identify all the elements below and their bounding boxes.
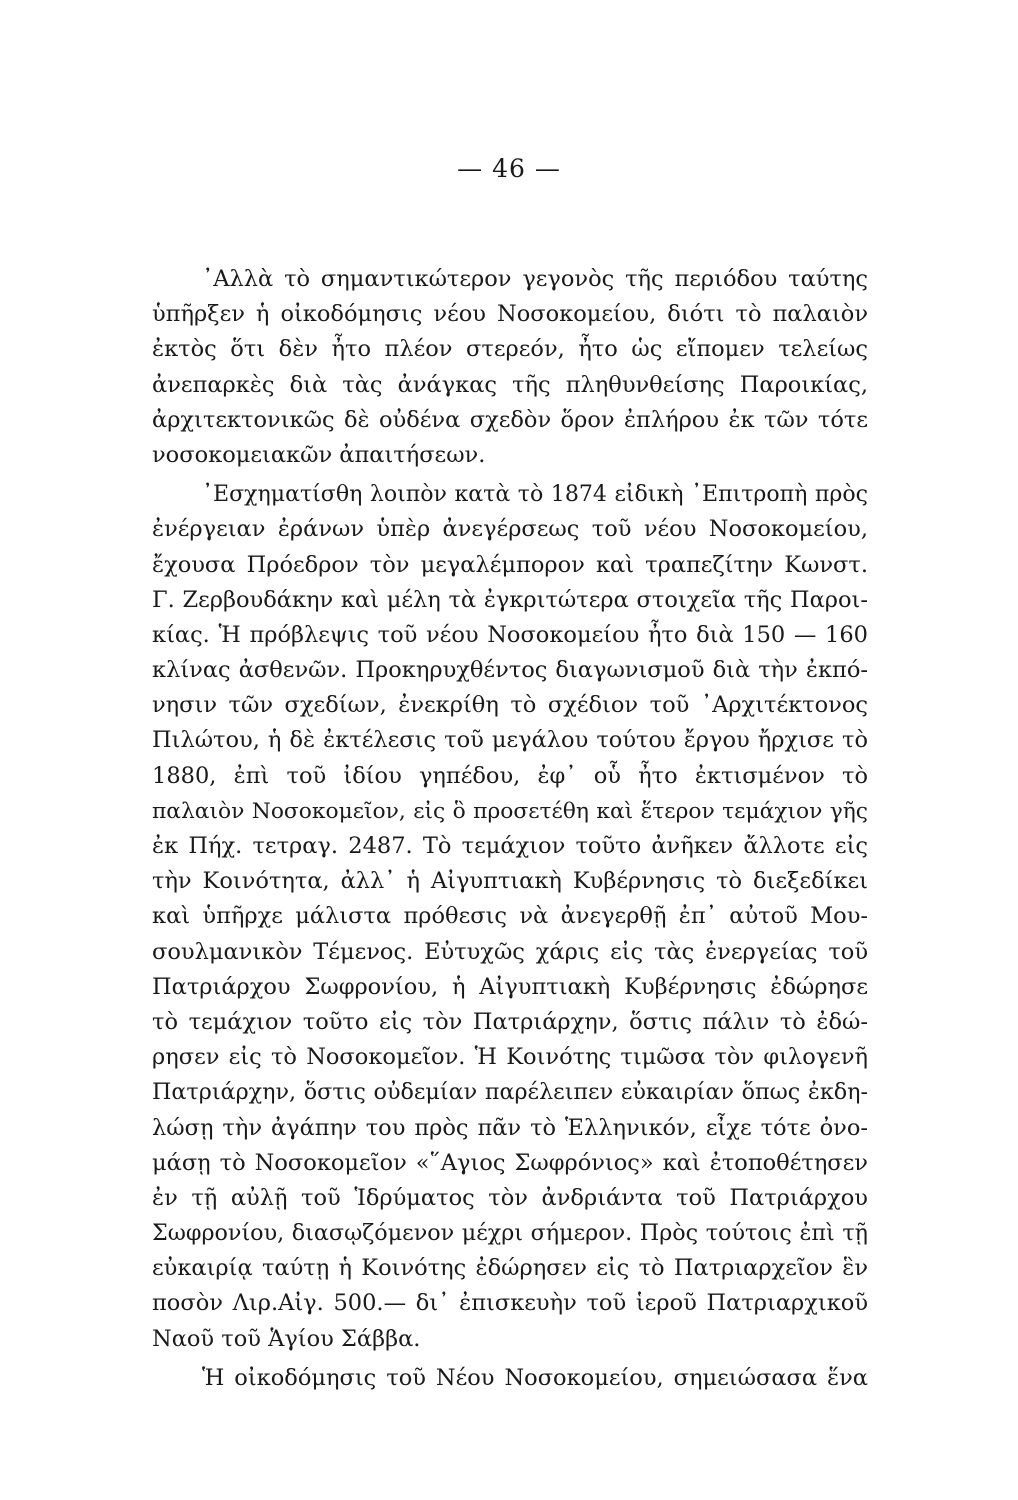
text-line: Ἡ οἰκοδόμησις τοῦ Νέου Νοσοκομείου, σημειώσασα ἕνα (202, 1364, 868, 1391)
text-line: εὐκαιρίᾳ ταύτῃ ἡ Κοινότης ἐδώρησεν εἰς τὸ Πατριαρχεῖον ἓν (152, 1255, 868, 1282)
text-line: καὶ ὑπῆρχε μάλιστα πρόθεσις νὰ ἀνεγερθῇ ἐπ᾿ αὐτοῦ Μου- (152, 903, 868, 930)
text-line: τὴν Κοινότητα, ἀλλ᾿ ἡ Αἰγυπτιακὴ Κυβέρνησις τὸ διεξεδίκει (152, 868, 868, 895)
paragraph-1 (152, 262, 868, 473)
text-line: νοσοκομειακῶν ἀπαιτήσεων. (152, 441, 486, 468)
text-line: Πιλώτου, ἡ δὲ ἐκτέλεσις τοῦ μεγάλου τούτου ἔργου ἤρχισε τὸ (152, 727, 868, 754)
text-line: Πατριάρχου Σωφρονίου, ἡ Αἰγυπτιακὴ Κυβέρνησις ἐδώρησε (152, 973, 868, 1000)
text-line: ὑπῆρξεν ἡ οἰκοδόμησις νέου Νοσοκομείου, διότι τὸ παλαιὸν (152, 301, 868, 328)
text-line: μάσῃ τὸ Νοσοκομεῖον «῞Αγιος Σωφρόνιος» καὶ ἐτοποθέτησεν (152, 1149, 868, 1176)
text-line: ποσὸν Λιρ.Αἰγ. 500.— δι᾿ ἐπισκευὴν τοῦ ἱεροῦ Πατριαρχικοῦ (152, 1290, 868, 1317)
text-line: 1880, ἐπὶ τοῦ ἰδίου γηπέδου, ἐφ᾿ οὗ ἦτο ἐκτισμένον τὸ (152, 762, 868, 789)
text-line: ᾿Εσχηματίσθη λοιπὸν κατὰ τὸ 1874 εἰδικὴ ᾿Επιτροπὴ πρὸς (202, 482, 868, 508)
text-line: Πατριάρχην, ὅστις οὐδεμίαν παρέλειπεν εὐκαιρίαν ὅπως ἐκδη- (152, 1079, 868, 1106)
paragraph-3 (152, 1361, 868, 1396)
text-line: νησιν τῶν σχεδίων, ἐνεκρίθη τὸ σχέδιον τοῦ ᾿Αρχιτέκτονος (152, 692, 868, 719)
text-line: Ναοῦ τοῦ Ἁγίου Σάββα. (152, 1325, 421, 1352)
paragraph-2 (152, 477, 868, 1357)
text-line: κλίνας ἀσθενῶν. Προκηρυχθέντος διαγωνισμοῦ διὰ τὴν ἐκπό- (152, 657, 868, 684)
text-line: ἔχουσα Πρόεδρον τὸν μεγαλέμπορον καὶ τραπεζίτην Κωνστ. (152, 551, 868, 578)
text-line: σουλμανικὸν Τέμενος. Εὐτυχῶς χάρις εἰς τὰς ἐνεργείας τοῦ (152, 938, 868, 965)
text-line: Γ. Ζερβουδάκην καὶ μέλη τὰ ἐγκριτώτερα στοιχεῖα τῆς Παροι- (152, 586, 868, 613)
text-line: τὸ τεμάχιον τοῦτο εἰς τὸν Πατριάρχην, ὅστις πάλιν τὸ ἐδώ- (152, 1008, 868, 1035)
text-line: ἐκ Πήχ. τετραγ. 2487. Τὸ τεμάχιον τοῦτο ἀνῆκεν ἄλλοτε εἰς (152, 833, 868, 859)
text-line: ἐνέργειαν ἐράνων ὑπὲρ ἀνεγέρσεως τοῦ νέου Νοσοκομείου, (152, 516, 868, 543)
text-line: ἀρχιτεκτονικῶς δὲ οὐδένα σχεδὸν ὅρον ἐπλήρου ἐκ τῶν τότε (152, 406, 868, 433)
text-line: Σωφρονίου, διασῳζόμενον μέχρι σήμερον. Πρὸς τούτοις ἐπὶ τῇ (152, 1220, 868, 1247)
text-line: ἀνεπαρκὲς διὰ τὰς ἀνάγκας τῆς πληθυνθείσης Παροικίας, (152, 371, 868, 398)
text-line: ᾿Αλλὰ τὸ σημαντικώτερον γεγονὸς τῆς περιόδου ταύτης (202, 266, 868, 292)
text-line: παλαιὸν Νοσοκομεῖον, εἰς ὃ προσετέθη καὶ ἕτερον τεμάχιον γῆς (152, 798, 868, 824)
text-line: λώσῃ τὴν ἀγάπην του πρὸς πᾶν τὸ Ἑλληνικόν, εἶχε τότε ὀνο- (152, 1114, 868, 1141)
text-line: κίας. Ἡ πρόβλεψις τοῦ νέου Νοσοκομείου ἦτο διὰ 150 — 160 (152, 621, 868, 648)
text-line: ρησεν εἰς τὸ Νοσοκομεῖον. Ἡ Κοινότης τιμῶσα τὸν φιλογενῆ (152, 1044, 868, 1071)
text-line: ἐκτὸς ὅτι δὲν ἦτο πλέον στερεόν, ἦτο ὡς εἴπομεν τελείως (152, 336, 868, 363)
body-text (152, 262, 868, 1396)
page-number: — 46 — (457, 154, 561, 183)
text-line: ἐν τῇ αὐλῇ τοῦ Ἱδρύματος τὸν ἀνδριάντα τοῦ Πατριάρχου (152, 1184, 868, 1211)
